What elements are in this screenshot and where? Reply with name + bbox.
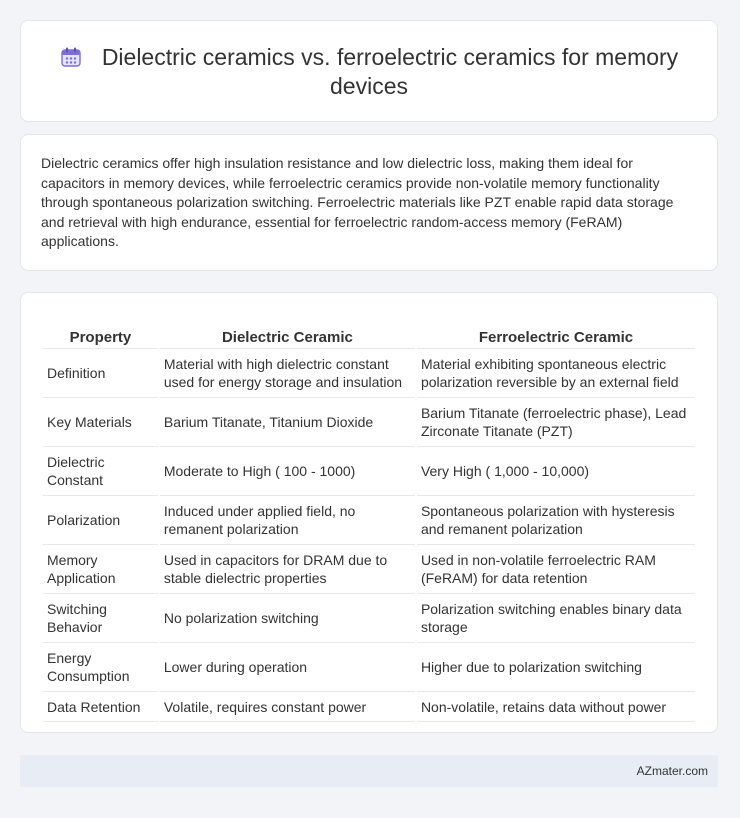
cell-property: Definition [43, 349, 158, 398]
table-row [43, 545, 695, 594]
table-row [43, 398, 695, 447]
cell-dielectric: Used in capacitors for DRAM due to stable dielectric properties [160, 545, 415, 594]
cell-property: Memory Application [43, 545, 158, 594]
header-property: Property [43, 314, 158, 349]
cell-dielectric: Lower during operation [160, 643, 415, 692]
table-row [43, 594, 695, 643]
cell-ferroelectric: Polarization switching enables binary data storage [417, 594, 695, 643]
table-row [43, 496, 695, 545]
comparison-table [41, 314, 697, 722]
table-row [43, 692, 695, 722]
table-row [43, 349, 695, 398]
cell-dielectric: Volatile, requires constant power [160, 692, 415, 722]
cell-property: Dielectric Constant [43, 447, 158, 496]
cell-ferroelectric: Material exhibiting spontaneous electric polarization reversible by an external field [417, 349, 695, 398]
cell-dielectric: Moderate to High ( 100 - 1000) [160, 447, 415, 496]
cell-dielectric: Material with high dielectric constant used for energy storage and insulation [160, 349, 415, 398]
page-title-wrap [21, 43, 717, 101]
cell-property: Switching Behavior [43, 594, 158, 643]
footer-bar [20, 755, 718, 787]
table-header-row [43, 314, 695, 349]
intro-paragraph: Dielectric ceramics offer high insulation resistance and low dielectric loss, making them ideal for capacitors in memory devices, while ferroelectric ceramics provide non-volatile memory functionality through spontaneous polarization switching. Ferroelectric materials like PZT enable rapid data storage and retrieval with high endurance, essential for ferroelectric random-access memory (FeRAM) applications. [41, 155, 674, 250]
cell-ferroelectric: Used in non-volatile ferroelectric RAM (FeRAM) for data retention [417, 545, 695, 594]
comparison-card [20, 292, 718, 733]
cell-dielectric: Induced under applied field, no remanent polarization [160, 496, 415, 545]
table-row [43, 643, 695, 692]
cell-ferroelectric: Non-volatile, retains data without power [417, 692, 695, 722]
cell-dielectric: Barium Titanate, Titanium Dioxide [160, 398, 415, 447]
cell-dielectric: No polarization switching [160, 594, 415, 643]
cell-property: Key Materials [43, 398, 158, 447]
title-card [20, 20, 718, 122]
intro-card [20, 134, 718, 271]
cell-ferroelectric: Spontaneous polarization with hysteresis and remanent polarization [417, 496, 695, 545]
footer-brand-link[interactable]: AZmater.com [636, 764, 708, 778]
cell-ferroelectric: Very High ( 1,000 - 10,000) [417, 447, 695, 496]
header-dielectric: Dielectric Ceramic [160, 314, 415, 349]
cell-property: Data Retention [43, 692, 158, 722]
cell-ferroelectric: Barium Titanate (ferroelectric phase), Lead Zirconate Titanate (PZT) [417, 398, 695, 447]
page-title: Dielectric ceramics vs. ferroelectric ceramics for memory devices [101, 44, 679, 99]
cell-ferroelectric: Higher due to polarization switching [417, 643, 695, 692]
cell-property: Polarization [43, 496, 158, 545]
cell-property: Energy Consumption [43, 643, 158, 692]
header-ferroelectric: Ferroelectric Ceramic [417, 314, 695, 349]
calendar-icon [60, 46, 82, 68]
table-row [43, 447, 695, 496]
